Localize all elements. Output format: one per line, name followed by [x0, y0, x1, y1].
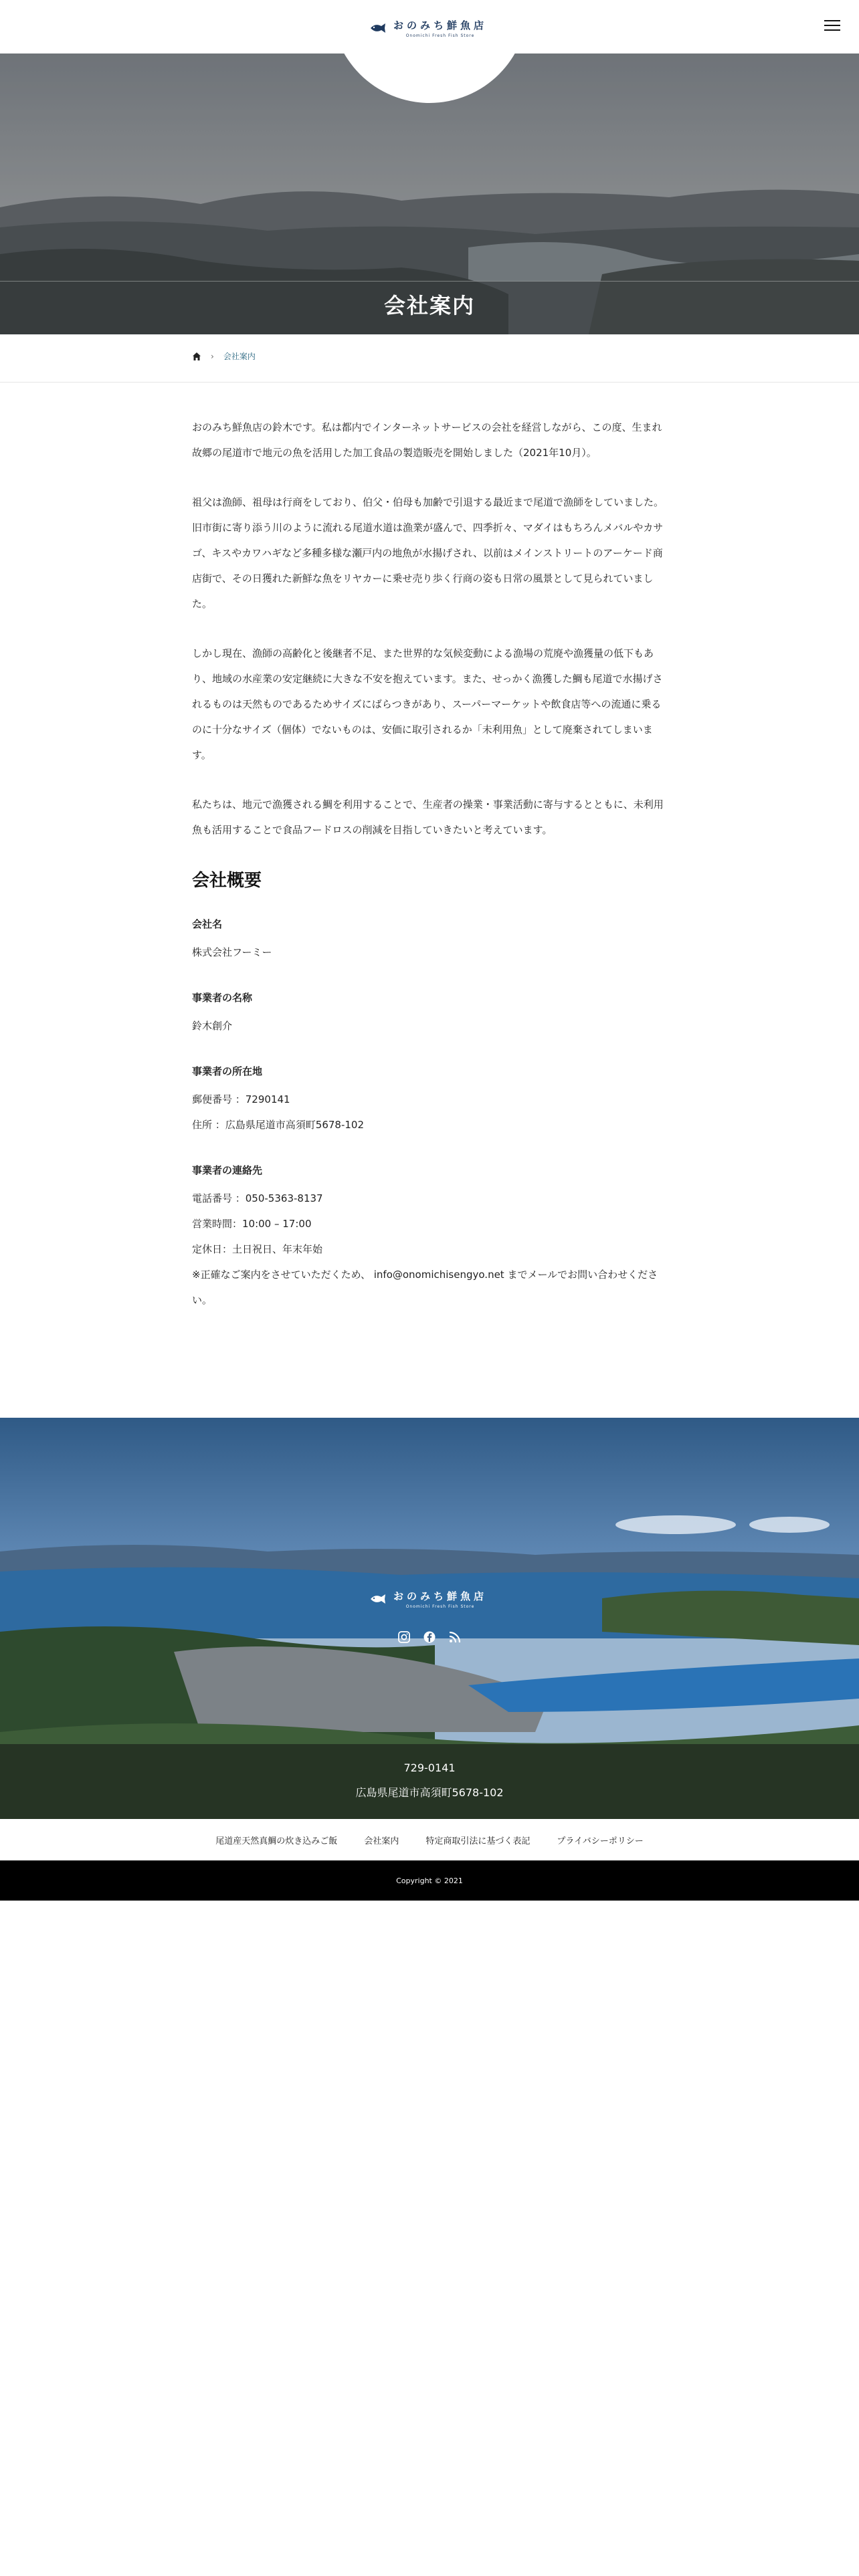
info-value: 鈴木創介: [192, 1020, 233, 1032]
breadcrumb: [0, 334, 859, 383]
footer-logo[interactable]: [369, 1589, 490, 1609]
footer-link-product[interactable]: 尾道産天然真鯛の炊き込みご飯: [215, 1836, 338, 1846]
info-value: 住所 ：広島県尾道市高須町5678-102: [192, 1119, 364, 1131]
facebook-icon[interactable]: [423, 1630, 436, 1644]
footer-postal: 729-0141: [403, 1761, 456, 1774]
logo-subtitle: Onomichi Fresh Fish Store: [405, 33, 475, 38]
hero-banner: [0, 53, 859, 334]
hero-divider: [0, 281, 859, 282]
logo-name: おのみち鮮魚店: [393, 1590, 488, 1602]
footer-hero: [0, 1418, 859, 1819]
info-value: 電話番号 ：050-5363-8137: [192, 1192, 323, 1204]
social-links: [0, 1630, 859, 1644]
issue-paragraph: しかし現在、漁師の高齢化と後継者不足、また世界的な気候変動による漁場の荒廃や漁獲量の低下もあり、地域の水産業の安定継続に大きな不安を抱えています。また、せっかく漁獲した鯛も尾道で水揚げされるものは天然ものであるためサイズにばらつきがあり、スーパーマーケットや飲食店等への流通に乗るのに十分なサイズ（個体）でないものは、安価に取引されるか「未利用魚」として廃棄されてしまいます。: [192, 647, 663, 761]
info-label: 事業者の連絡先: [192, 1164, 263, 1176]
instagram-icon[interactable]: [397, 1630, 411, 1644]
copyright: Copyright © 2021: [0, 1860, 859, 1901]
mission-paragraph: 私たちは、地元で漁獲される鯛を利用することで、生産者の操業・事業活動に寄与するとともに、未利用魚も活用することで食品フードロスの削減を目指していきたいと考えています。: [192, 798, 664, 836]
company-name-block: [192, 916, 667, 965]
site-logo[interactable]: [369, 16, 490, 40]
info-label: 事業者の所在地: [192, 1065, 263, 1077]
logo-name: おのみち鮮魚店: [393, 19, 488, 31]
home-icon[interactable]: [192, 352, 201, 361]
chevron-right-icon: ›: [211, 351, 214, 361]
info-value: ※正確なご案内をさせていただくため、 info@onomichisengyo.net までメールでお問い合わせください。: [192, 1269, 658, 1306]
info-label: 会社名: [192, 918, 223, 930]
intro-paragraph: おのみち鮮魚店の鈴木です。私は都内でインターネットサービスの会社を経営しながら、この度、生まれ故郷の尾道市で地元の魚を活用した加工食品の製造販売を開始しました（2021年10月）。: [192, 421, 662, 459]
site-header: [0, 0, 859, 53]
fish-logo-icon: [369, 19, 387, 37]
footer-address-band: [0, 1744, 859, 1819]
rss-icon[interactable]: [448, 1630, 462, 1644]
footer-link-company[interactable]: 会社案内: [364, 1836, 399, 1846]
info-value: 営業時間：10:00 – 17:00: [192, 1218, 312, 1230]
info-value: 郵便番号 ：7290141: [192, 1093, 290, 1105]
footer-link-legal[interactable]: 特定商取引法に基づく表記: [425, 1836, 531, 1846]
business-name-block: [192, 989, 667, 1039]
logo-subtitle: Onomichi Fresh Fish Store: [405, 1604, 475, 1609]
info-value: 株式会社フーミー: [192, 946, 272, 958]
main-content: [192, 415, 667, 1337]
info-label: 事業者の名称: [192, 992, 253, 1004]
history-paragraph: 祖父は漁師、祖母は行商をしており、伯父・伯母も加齢で引退する最近まで尾道で漁師をしていました。旧市街に寄り添う川のように流れる尾道水道は漁業が盛んで、四季折々、マダイはもちろんメバルやカサゴ、キスやカワハギなど多種多様な瀬戸内の地魚が水揚げされ、以前はメインストリートのアーケード商店街で、その日獲れた新鮮な魚をリヤカーに乗せ売り歩く行商の姿も日常の風景として見られていました。: [192, 496, 664, 610]
footer-address: 広島県尾道市高須町5678-102: [355, 1786, 504, 1799]
breadcrumb-current: 会社案内: [223, 352, 256, 361]
fish-logo-icon: [369, 1590, 387, 1608]
business-address-block: [192, 1063, 667, 1138]
section-title-overview: 会社概要: [192, 871, 262, 891]
hamburger-menu-icon[interactable]: [824, 20, 840, 32]
footer-nav: [0, 1819, 859, 1860]
info-value: 定休日：土日祝日、年末年始: [192, 1243, 323, 1255]
business-contact-block: [192, 1162, 667, 1313]
page-title: 会社案内: [383, 293, 475, 318]
footer-link-privacy[interactable]: プライバシーポリシー: [557, 1836, 644, 1846]
